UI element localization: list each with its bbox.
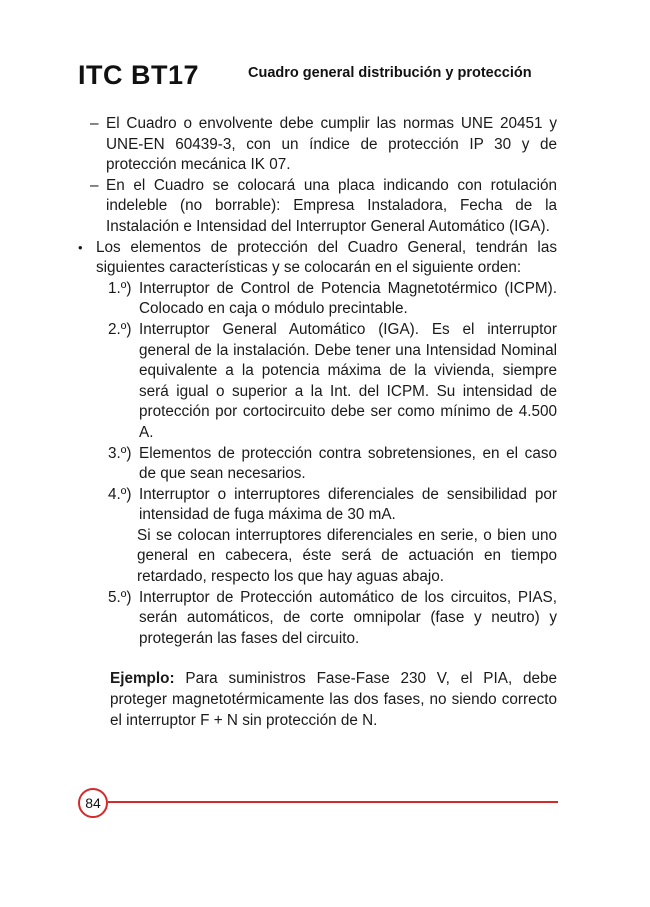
example-paragraph <box>110 669 557 731</box>
numbered-item-1 <box>108 279 557 320</box>
body-text <box>0 114 650 731</box>
numbered-item-text: Elementos de protección contra sobretensiones, en el caso de que sean necesarios. <box>139 444 557 483</box>
page-header <box>78 58 558 92</box>
numbered-item-4 <box>108 485 557 526</box>
numbered-item-2 <box>108 320 557 444</box>
number-marker: 2.º) <box>108 320 132 338</box>
numbered-item-text: Interruptor General Automático (IGA). Es el interruptor general de la instalación. Debe tener una Intensidad Nominal equivalente a la potencia máxima de la vivienda, siempre será igual o superior a la Int. del ICPM. Su intensidad de protección por cortocircuito debe ser como mínimo de 4.500 A. <box>139 320 557 441</box>
section-title: Cuadro general distribución y protección <box>248 65 532 81</box>
number-marker: 1.º) <box>108 279 132 297</box>
dash-item-text: El Cuadro o envolvente debe cumplir las normas UNE 20451 y UNE-EN 60439-3, con un índice de protección IP 30 y de protección mecánica IK 07. <box>106 115 557 174</box>
number-marker: 4.º) <box>108 485 132 503</box>
example-text: Para suministros Fase-Fase 230 V, el PIA, debe proteger magnetotérmicamente las dos fases, no siendo correcto el interruptor F + N sin protección de N. <box>110 670 557 729</box>
numbered-item-5 <box>108 588 557 650</box>
bullet-item-text: Los elementos de protección del Cuadro General, tendrán las siguientes características y se colocarán en el siguiente orden: <box>96 238 557 277</box>
dash-item <box>90 114 557 176</box>
numbered-item-text: Interruptor o interruptores diferenciales de sensibilidad por intensidad de fuga máxima de 30 mA. <box>139 485 557 524</box>
section-code: ITC BT17 <box>78 60 200 90</box>
dash-marker: – <box>90 115 99 132</box>
numbered-item-3 <box>108 444 557 485</box>
numbered-item-text: Interruptor de Protección automático de los circuitos, PIAS, serán automáticos, de corte omnipolar (fase y neutro) y protegerán las fases del circuito. <box>139 588 557 647</box>
dash-item <box>90 176 557 238</box>
page-number: 84 <box>85 795 101 811</box>
bullet-item <box>78 238 557 279</box>
dash-marker: – <box>90 176 99 194</box>
numbered-item-text: Interruptor de Control de Potencia Magnetotérmico (ICPM). Colocado en caja o módulo precintable. <box>139 279 557 318</box>
bullet-marker: • <box>78 239 83 255</box>
number-marker: 3.º) <box>108 444 132 462</box>
dash-item-text: En el Cuadro se colocará una placa indicando con rotulación indeleble (no borrable): Empresa Instaladora, Fecha de la Instalación e Intensidad del Interruptor General Automático (IGA). <box>106 176 557 235</box>
number-marker: 5.º) <box>108 588 132 606</box>
example-label: Ejemplo: <box>110 670 175 688</box>
footer-rule <box>108 801 558 803</box>
page-footer <box>78 788 558 820</box>
numbered-item-4-note: Si se colocan interruptores diferenciales en serie, o bien uno general en cabecera, éste será de actuación en tiempo retardado, respecto los que hay aguas abajo. <box>137 526 557 586</box>
